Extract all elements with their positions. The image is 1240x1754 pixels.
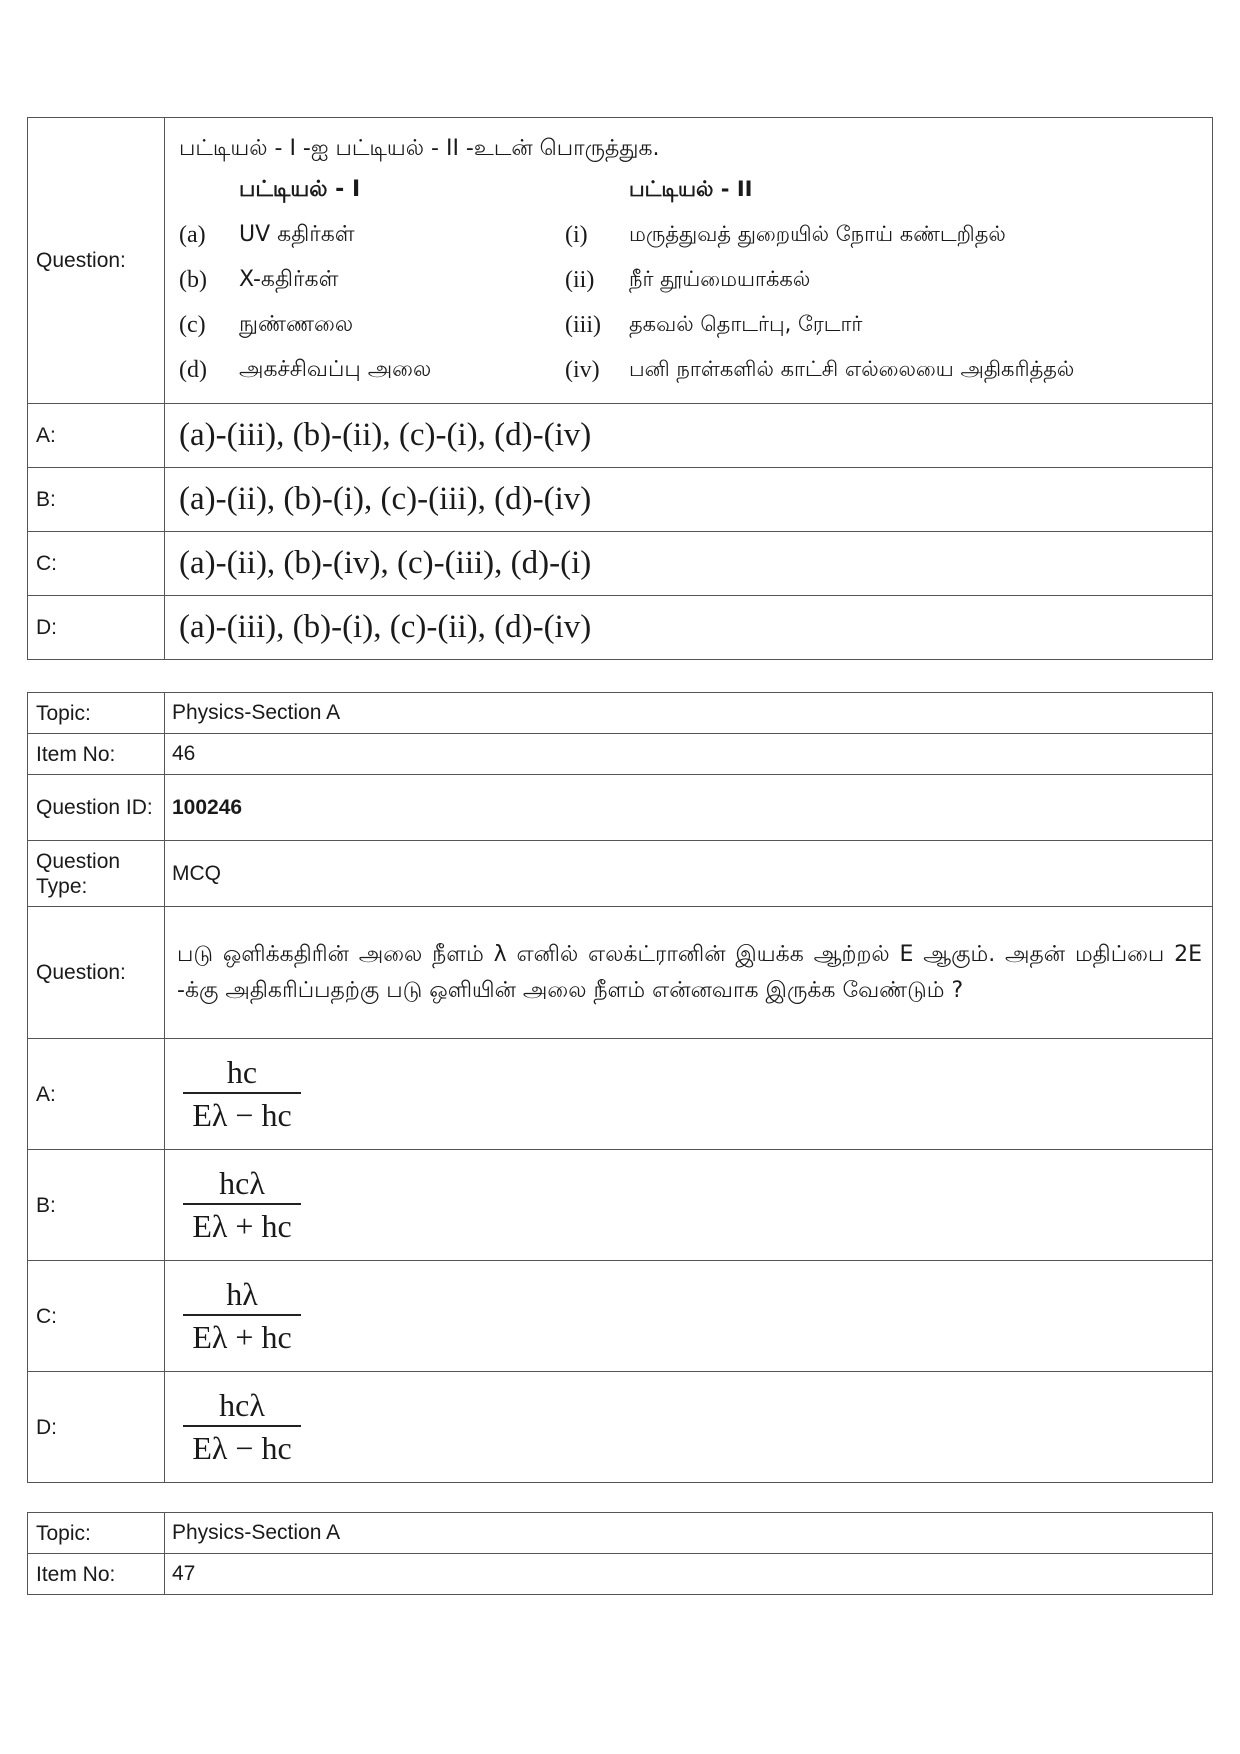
option-b-cell: [165, 1150, 1213, 1261]
topic-value: Physics-Section A: [165, 1513, 1213, 1554]
question-text: படு ஒளிக்கதிரின் அலை நீளம் λ எனில் எலக்ட்ரானின் இயக்க ஆற்றல் E ஆகும். அதன் மதிப்பை 2E -க்கு அதிகரிப்பதற்கு படு ஒளியின் அலை நீளம் என்னவாக இருக்க வேண்டும் ?: [165, 907, 1213, 1039]
denominator: Eλ + hc: [192, 1319, 292, 1355]
list1-header: பட்டியல் - I: [239, 176, 361, 202]
option-label: A:: [28, 1039, 165, 1150]
denominator: Eλ + hc: [192, 1208, 292, 1244]
topic-label: Topic:: [28, 1513, 165, 1554]
topic-row: [28, 1513, 1213, 1554]
list2-value: நீர் தூய்மையாக்கல்: [629, 267, 811, 291]
option-c-cell: [165, 1261, 1213, 1372]
list2-key: (i): [565, 222, 588, 248]
list1-key: (d): [179, 357, 207, 383]
option-row: [28, 1150, 1213, 1261]
item-value: 47: [165, 1554, 1213, 1595]
option-label: B:: [28, 468, 165, 532]
match-row: [179, 258, 1202, 303]
option-d-cell: [165, 1372, 1213, 1483]
question-heading: பட்டியல் - I -ஐ பட்டியல் - II -உடன் பொருத்துக.: [179, 136, 660, 161]
list1-key: (c): [179, 312, 206, 338]
topic-label: Topic:: [28, 693, 165, 734]
option-a-text: (a)-(iii), (b)-(ii), (c)-(i), (d)-(iv): [165, 404, 1213, 468]
list1-value: UV கதிர்கள்: [239, 221, 355, 247]
option-row: [28, 532, 1213, 596]
option-label: C:: [28, 1261, 165, 1372]
question-id-row: [28, 775, 1213, 841]
list1-key: (a): [179, 222, 206, 248]
option-a-cell: [165, 1039, 1213, 1150]
question-label: Question:: [28, 907, 165, 1039]
option-row: [28, 468, 1213, 532]
list2-header: பட்டியல் - II: [629, 177, 753, 201]
question-type-label: Question Type:: [28, 841, 165, 907]
list2-value: தகவல் தொடர்பு, ரேடார்: [629, 312, 863, 336]
numerator: hc: [226, 1054, 258, 1090]
topic-row: [28, 693, 1213, 734]
option-label: B:: [28, 1150, 165, 1261]
option-row: [28, 596, 1213, 660]
question-row: [28, 907, 1213, 1039]
question-id-label: Question ID:: [28, 775, 165, 841]
list1-value: அகச்சிவப்பு அலை: [239, 356, 432, 382]
option-label: D:: [28, 1372, 165, 1483]
list1-value: X-கதிர்கள்: [239, 266, 339, 292]
match-row: [179, 213, 1202, 258]
list2-key: (iv): [565, 357, 600, 383]
question-id-value: 100246: [165, 775, 1213, 841]
list1-value: நுண்ணலை: [239, 311, 354, 337]
list-header-row: [179, 168, 1202, 213]
question-label: Question:: [28, 118, 165, 404]
option-label: D:: [28, 596, 165, 660]
option-row: [28, 1039, 1213, 1150]
option-row: [28, 1261, 1213, 1372]
item-value: 46: [165, 734, 1213, 775]
question-cell: [165, 118, 1213, 404]
list2-key: (ii): [565, 267, 595, 293]
list2-value: பனி நாள்களில் காட்சி எல்லையை அதிகரித்தல்: [629, 357, 1075, 381]
question-block-45: [27, 117, 1213, 660]
item-label: Item No:: [28, 734, 165, 775]
numerator: hcλ: [219, 1387, 265, 1423]
option-d-text: (a)-(iii), (b)-(i), (c)-(ii), (d)-(iv): [165, 596, 1213, 660]
option-row: [28, 1372, 1213, 1483]
option-b-text: (a)-(ii), (b)-(i), (c)-(iii), (d)-(iv): [165, 468, 1213, 532]
list2-key: (iii): [565, 312, 601, 338]
question-type-row: [28, 841, 1213, 907]
option-label: A:: [28, 404, 165, 468]
list2-value: மருத்துவத் துறையில் நோய் கண்டறிதல்: [629, 222, 1006, 246]
question-type-value: MCQ: [165, 841, 1213, 907]
fraction: [183, 1274, 301, 1358]
fraction: [183, 1163, 301, 1247]
match-row: [179, 303, 1202, 348]
denominator: Eλ − hc: [192, 1430, 292, 1466]
denominator: Eλ − hc: [192, 1097, 292, 1133]
fraction: [183, 1052, 301, 1136]
option-label: C:: [28, 532, 165, 596]
numerator: hλ: [226, 1276, 258, 1312]
item-row: [28, 1554, 1213, 1595]
question-block-46: [27, 692, 1213, 1483]
list1-key: (b): [179, 267, 207, 293]
fraction: [183, 1385, 301, 1469]
match-row: [179, 348, 1202, 393]
item-row: [28, 734, 1213, 775]
topic-value: Physics-Section A: [165, 693, 1213, 734]
option-c-text: (a)-(ii), (b)-(iv), (c)-(iii), (d)-(i): [165, 532, 1213, 596]
question-row: [28, 118, 1213, 404]
question-block-47: [27, 1512, 1213, 1595]
item-label: Item No:: [28, 1554, 165, 1595]
option-row: [28, 404, 1213, 468]
numerator: hcλ: [219, 1165, 265, 1201]
